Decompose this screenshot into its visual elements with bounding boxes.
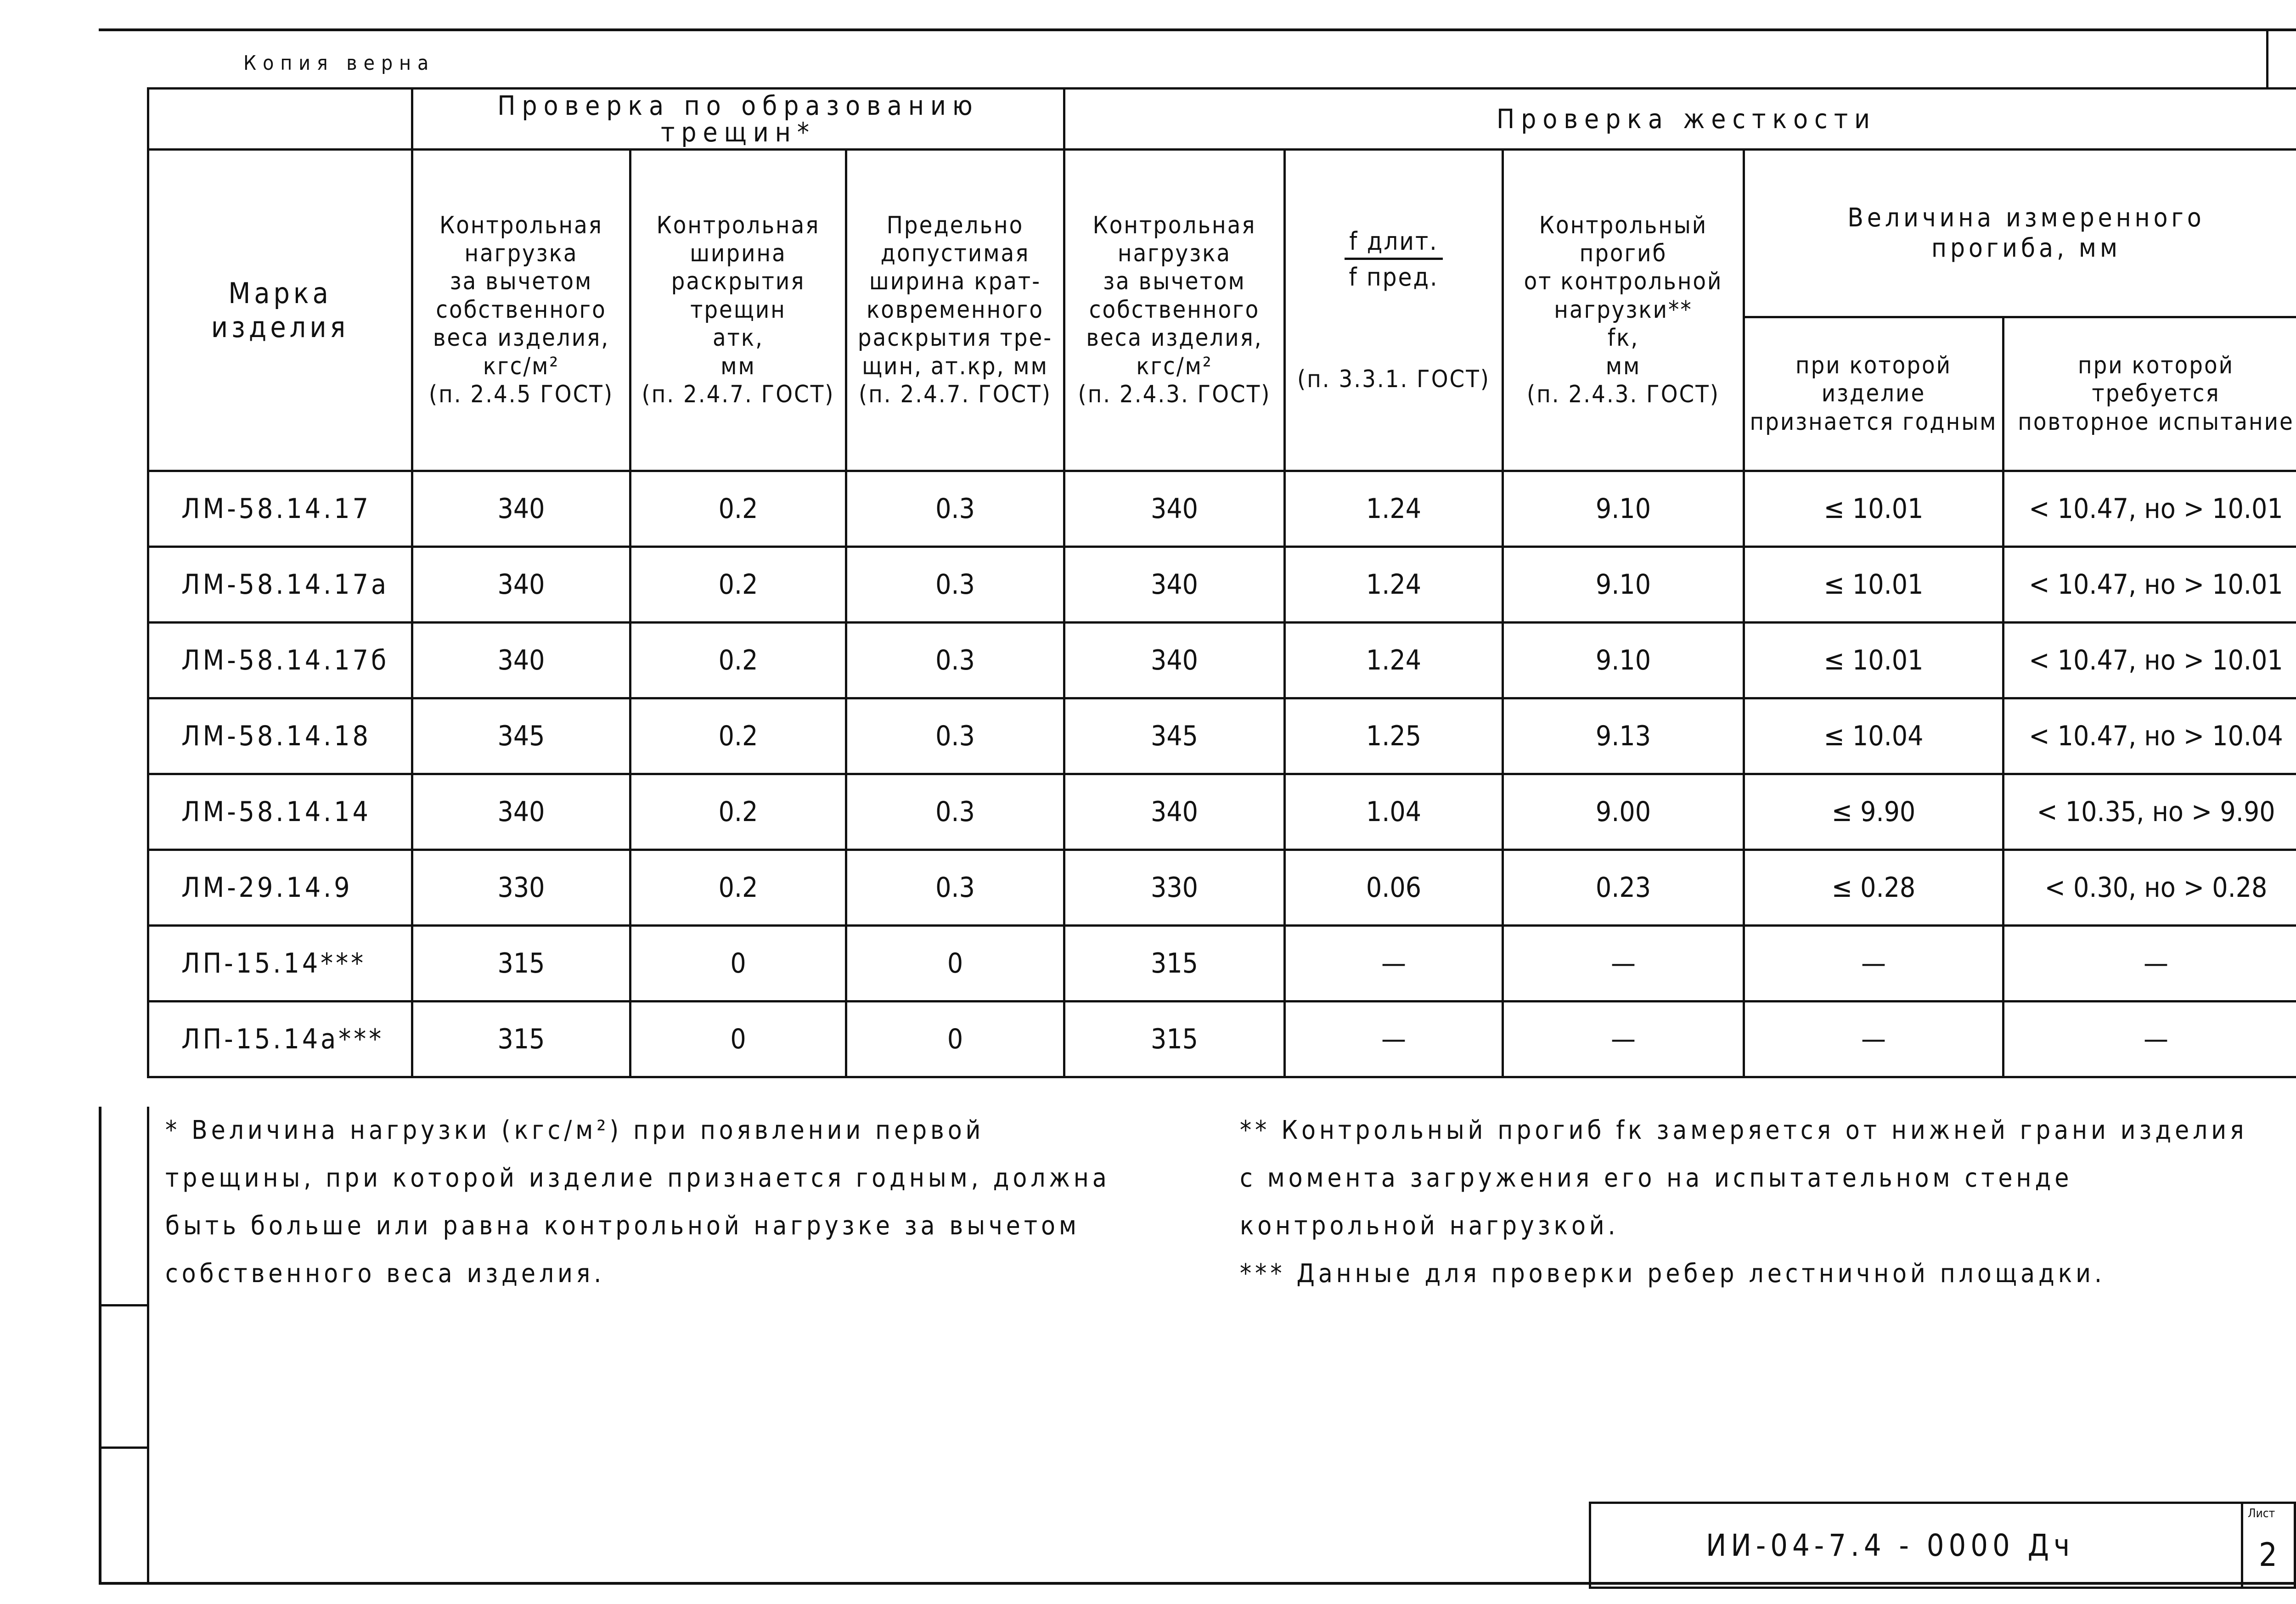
cell-deflect: — (1503, 926, 1744, 1002)
side-strip-div-2 (99, 1446, 149, 1449)
table-row (148, 547, 2296, 623)
cell-ratio: — (1285, 926, 1503, 1002)
col-measured-header: Величина измеренного прогиба, мм (1744, 150, 2296, 317)
cell-deflect: 9.10 (1503, 471, 1744, 547)
cell-accepted: ≤ 0.28 (1744, 850, 2003, 926)
cell-deflect: 0.23 (1503, 850, 1744, 926)
ratio-numerator: f длит. (1345, 227, 1442, 260)
cell-width: 0 (630, 926, 846, 1002)
cell-load-crack: 315 (412, 926, 630, 1002)
cell-load-crack: 330 (412, 850, 630, 926)
top-corner-mark (2266, 28, 2268, 88)
cell-accepted: — (1744, 1002, 2003, 1077)
cell-limit-width: 0.3 (846, 623, 1064, 698)
cell-retest: < 10.47, но > 10.01 (2003, 623, 2296, 698)
test-results-table (147, 87, 2296, 1078)
cell-ratio: 1.24 (1285, 547, 1503, 623)
col-limit-width-header: Предельно допустимая ширина крат- ковременного раскрытия тре- щин, aт.кр, мм (п. 2.4.7. ГОСТ) (846, 150, 1064, 471)
cell-deflect: 9.13 (1503, 698, 1744, 774)
copy-note: Копия верна (243, 51, 435, 75)
cell-width: 0.2 (630, 623, 846, 698)
cell-mark: ЛМ-58.14.18 (148, 698, 412, 774)
cell-accepted: — (1744, 926, 2003, 1002)
cell-load-crack: 340 (412, 547, 630, 623)
cell-width: 0.2 (630, 774, 846, 850)
cell-load-stiff: 340 (1064, 547, 1285, 623)
side-strip-div-1 (99, 1304, 149, 1306)
cell-deflect: — (1503, 1002, 1744, 1077)
cell-deflect: 9.10 (1503, 623, 1744, 698)
cell-ratio: 1.04 (1285, 774, 1503, 850)
cell-load-crack: 345 (412, 698, 630, 774)
sheet-number: 2 (2259, 1536, 2278, 1574)
ratio-denominator: f пред. (1349, 263, 1439, 292)
cell-limit-width: 0 (846, 1002, 1064, 1077)
cell-ratio: — (1285, 1002, 1503, 1077)
col-ctrl-width-header: Контрольная ширина раскрытия трещин aтк, мм (п. 2.4.7. ГОСТ) (630, 150, 846, 471)
table-row (148, 774, 2296, 850)
cell-load-stiff: 315 (1064, 1002, 1285, 1077)
left-border (99, 1107, 101, 1584)
cell-mark: ЛМ-58.14.17 (148, 471, 412, 547)
ratio-reference: (п. 3.3.1. ГОСТ) (1297, 366, 1491, 394)
table-row (148, 698, 2296, 774)
side-strip-line (147, 1107, 149, 1584)
table-row (148, 623, 2296, 698)
cell-load-stiff: 340 (1064, 471, 1285, 547)
col-ctrl-load-stiff-header: Контрольная нагрузка за вычетом собственного веса изделия, кгс/м² (п. 2.4.3. ГОСТ) (1064, 150, 1285, 471)
footnote-1: * Величина нагрузки (кгс/м²) при появлении первой трещины, при которой изделие признается годным, должна быть больше или равна контрольной нагрузке за вычетом собственного веса изделия. (165, 1115, 1110, 1289)
sheet-label: Лист (2248, 1507, 2275, 1520)
cell-retest: < 10.47, но > 10.04 (2003, 698, 2296, 774)
cell-load-stiff: 345 (1064, 698, 1285, 774)
header-corner (148, 89, 412, 150)
cell-mark: ЛП-15.14а*** (148, 1002, 412, 1077)
title-block (1589, 1502, 2296, 1589)
cell-deflect: 9.10 (1503, 547, 1744, 623)
cell-limit-width: 0 (846, 926, 1064, 1002)
col-retest-header: при которой требуется повторное испытание (2003, 317, 2296, 471)
cell-limit-width: 0.3 (846, 774, 1064, 850)
table-row (148, 1002, 2296, 1077)
cell-limit-width: 0.3 (846, 698, 1064, 774)
cell-width: 0.2 (630, 471, 846, 547)
cell-mark: ЛМ-58.14.17б (148, 623, 412, 698)
cell-retest: < 10.47, но > 10.01 (2003, 471, 2296, 547)
col-ctrl-deflect-header: Контрольный прогиб от контрольной нагрузки** fк, мм (п. 2.4.3. ГОСТ) (1503, 150, 1744, 471)
cell-mark: ЛМ-58.14.14 (148, 774, 412, 850)
cell-limit-width: 0.3 (846, 547, 1064, 623)
cell-ratio: 1.24 (1285, 471, 1503, 547)
cell-width: 0.2 (630, 850, 846, 926)
cell-retest: — (2003, 1002, 2296, 1077)
cell-ratio: 0.06 (1285, 850, 1503, 926)
cell-limit-width: 0.3 (846, 850, 1064, 926)
cell-accepted: ≤ 10.01 (1744, 471, 2003, 547)
cell-accepted: ≤ 10.04 (1744, 698, 2003, 774)
cell-load-stiff: 340 (1064, 774, 1285, 850)
cell-limit-width: 0.3 (846, 471, 1064, 547)
cell-ratio: 1.25 (1285, 698, 1503, 774)
cell-accepted: ≤ 10.01 (1744, 547, 2003, 623)
group-stiffness-header: Проверка жесткости (1064, 89, 2296, 150)
cell-accepted: ≤ 10.01 (1744, 623, 2003, 698)
cell-load-stiff: 340 (1064, 623, 1285, 698)
cell-width: 0 (630, 1002, 846, 1077)
cell-load-stiff: 330 (1064, 850, 1285, 926)
table-row (148, 850, 2296, 926)
cell-load-crack: 340 (412, 774, 630, 850)
cell-ratio: 1.24 (1285, 623, 1503, 698)
cell-retest: < 0.30, но > 0.28 (2003, 850, 2296, 926)
cell-load-crack: 315 (412, 1002, 630, 1077)
cell-width: 0.2 (630, 698, 846, 774)
cell-mark: ЛМ-29.14.9 (148, 850, 412, 926)
cell-retest: < 10.47, но > 10.01 (2003, 547, 2296, 623)
cell-width: 0.2 (630, 547, 846, 623)
sheet-box (2241, 1502, 2296, 1589)
cell-load-crack: 340 (412, 471, 630, 547)
cell-deflect: 9.00 (1503, 774, 1744, 850)
table-row (148, 926, 2296, 1002)
cell-accepted: ≤ 9.90 (1744, 774, 2003, 850)
cell-mark: ЛП-15.14*** (148, 926, 412, 1002)
group-crack-header: Проверка по образованию трещин* (412, 89, 1064, 150)
table-row (148, 471, 2296, 547)
cell-mark: ЛМ-58.14.17а (148, 547, 412, 623)
cell-retest: < 10.35, но > 9.90 (2003, 774, 2296, 850)
top-border (99, 28, 2296, 31)
footnote-2: ** Контрольный прогиб fк замеряется от нижней грани изделия с момента загружения его на испытательном стенде контрольной нагрузкой. *** Данные для проверки ребер лестничной площадки. (1240, 1115, 2248, 1289)
col-accepted-header: при которой изделие признается годным (1744, 317, 2003, 471)
cell-retest: — (2003, 926, 2296, 1002)
col-ctrl-load-crack-header: Контрольная нагрузка за вычетом собственного веса изделия, кгс/м² (п. 2.4.5 ГОСТ) (412, 150, 630, 471)
col-ratio-header (1285, 150, 1503, 471)
cell-load-crack: 340 (412, 623, 630, 698)
cell-load-stiff: 315 (1064, 926, 1285, 1002)
document-code: ИИ-04-7.4 - 0000 Дч (1706, 1528, 2075, 1563)
col-mark-header: Марка изделия (148, 150, 412, 471)
